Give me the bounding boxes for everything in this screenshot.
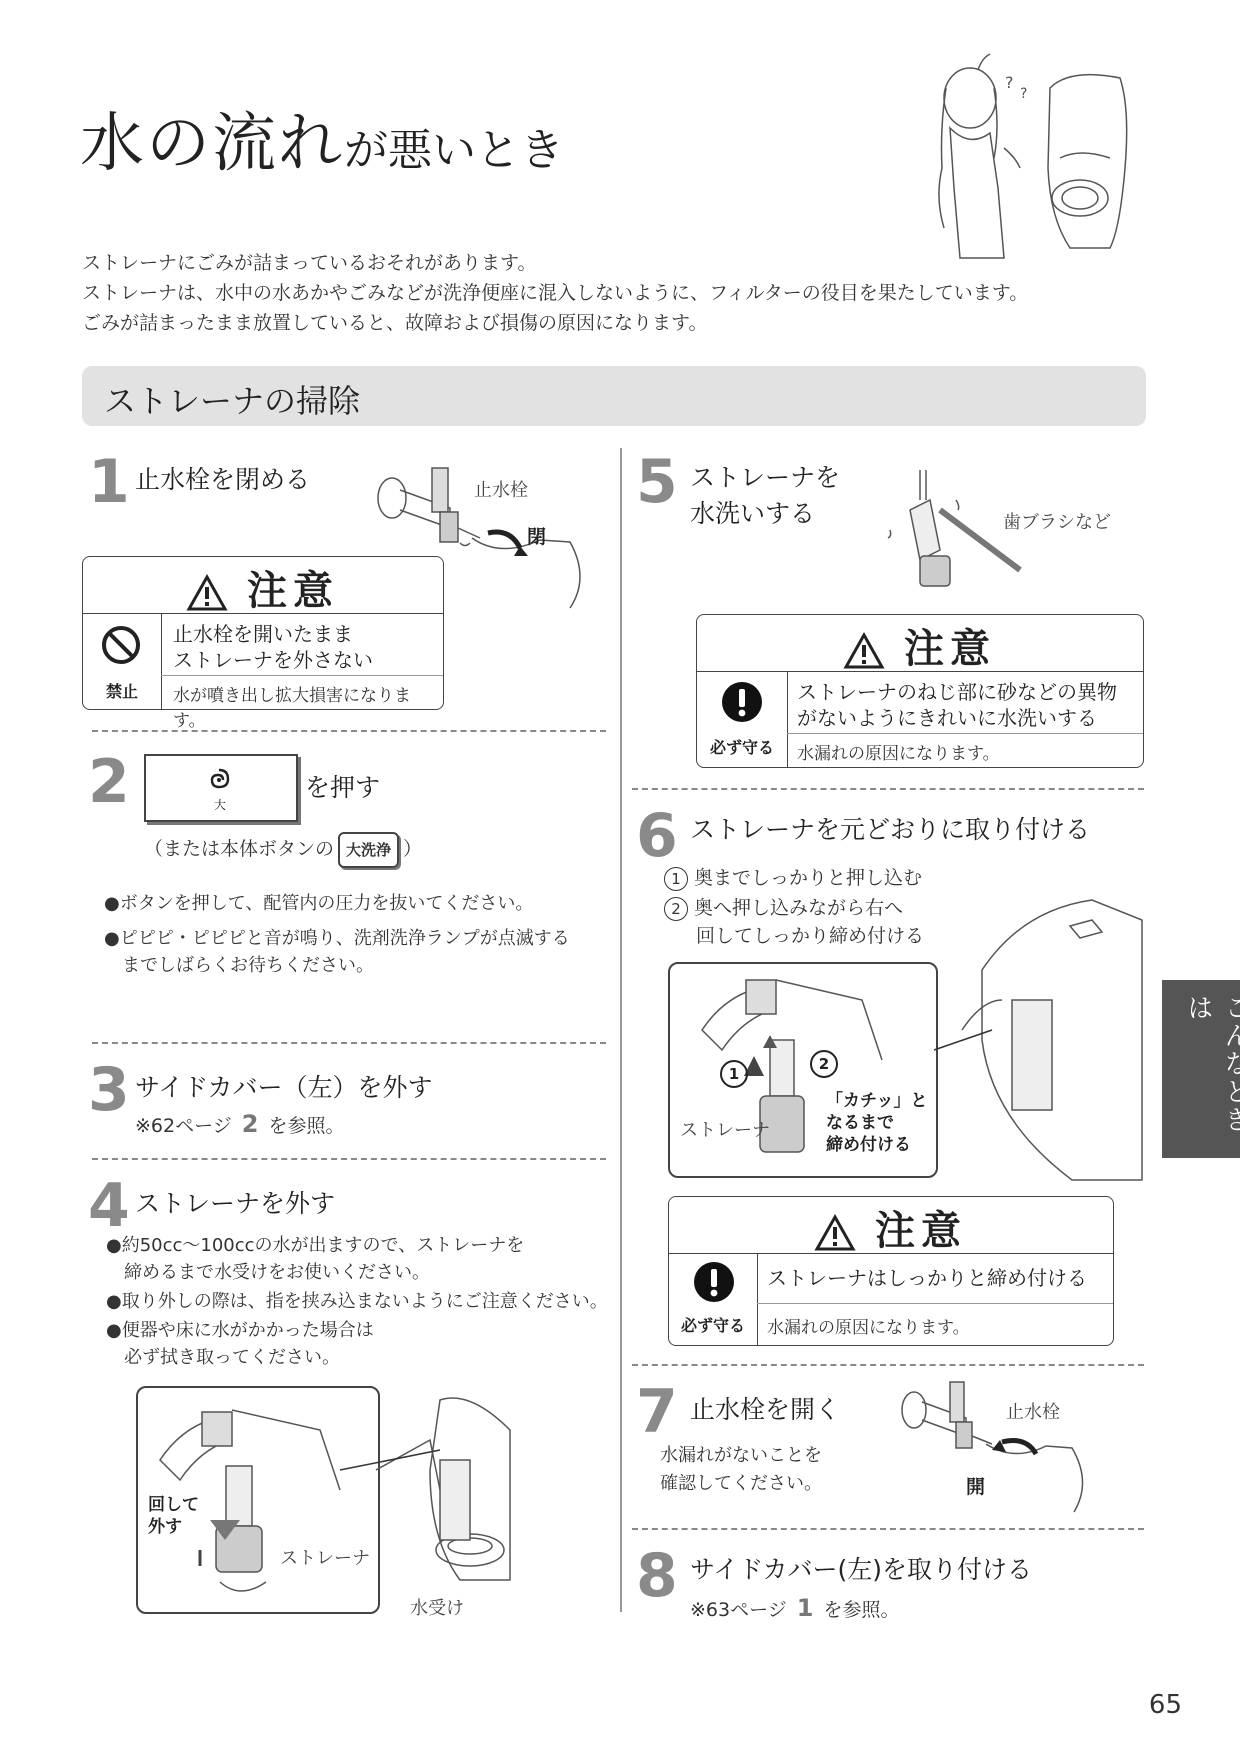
sub-step-number: 2 <box>664 897 688 921</box>
caution-sub-text: 水が噴き出し拡大損害になります。 <box>173 686 411 731</box>
caution-title: 注意 <box>903 626 996 672</box>
step-number: 5 <box>636 447 678 517</box>
button-sub-label: 大 <box>214 798 227 812</box>
caution-header <box>669 1199 1113 1253</box>
caution-main-line: ストレーナのねじ部に砂などの異物 <box>797 680 1117 704</box>
warning-triangle-icon <box>187 575 227 611</box>
page-reference <box>690 1594 900 1624</box>
step-title: 止水栓を開く <box>690 1395 841 1424</box>
woman-toilet-illustration <box>920 48 1150 270</box>
step-separator <box>632 1528 1144 1530</box>
note-line: 確認してください。 <box>660 1473 822 1494</box>
step-title: を押す <box>305 773 381 802</box>
strainer-removal-illustration <box>140 1390 570 1620</box>
svg-text:?: ? <box>1020 86 1028 102</box>
intro-line: ごみが詰まったまま放置していると、故障および損傷の原因になります。 <box>82 312 708 334</box>
click-label-line: 締め付ける <box>826 1135 911 1155</box>
page-title-small: が悪いとき <box>344 125 564 176</box>
note-text: （または本体ボタンの <box>144 838 335 860</box>
turn-remove-label <box>148 1494 199 1538</box>
intro-text <box>82 248 1028 338</box>
caution-header <box>697 617 1143 671</box>
warning-triangle-icon <box>815 1215 855 1251</box>
exclamation-icon <box>721 681 763 723</box>
side-tab-label: こんなときは <box>1183 994 1250 1134</box>
caution-main-line: ストレーナを外さない <box>173 648 373 672</box>
caution-sub-text: 水漏れの原因になります。 <box>797 744 1000 764</box>
step-note <box>144 832 422 868</box>
bullet-item-cont: 必ず拭き取ってください。 <box>124 1347 340 1368</box>
step-number: 3 <box>88 1055 130 1125</box>
bullet-list <box>104 890 570 979</box>
step-title: ストレーナを元どおりに取り付ける <box>690 815 1091 844</box>
step-title: サイドカバー（左）を外す <box>135 1073 433 1102</box>
valve-open-illustration <box>896 1382 1112 1522</box>
caution-title: 注意 <box>246 568 339 614</box>
caution-main-text: ストレーナはしっかりと締め付ける <box>767 1266 1087 1290</box>
exclamation-icon <box>693 1261 735 1303</box>
caution-main-line: 止水栓を開いたまま <box>173 622 353 646</box>
strainer-label: ストレーナ <box>680 1120 770 1141</box>
sub-step-number: 1 <box>664 867 688 891</box>
svg-text:?: ? <box>1005 73 1014 92</box>
caution-box-prohibit <box>82 556 444 731</box>
step-title-line: ストレーナを <box>690 463 841 492</box>
flush-large-button[interactable] <box>144 754 298 822</box>
caution-box-must-follow <box>668 1196 1114 1346</box>
sub-step-text-cont: 回してしっかり締め付ける <box>696 925 925 947</box>
valve-label: 止水栓 <box>474 480 528 501</box>
step-number: 4 <box>88 1171 130 1241</box>
ref-text: ※63ページ <box>690 1599 787 1621</box>
sub-step-text: 奥までしっかりと押し込む <box>694 867 923 889</box>
step-title: 止水栓を閉める <box>135 465 311 494</box>
bullet-item: ●便器や床に水がかかった場合は <box>106 1320 374 1341</box>
page-title-large: 水の流れ <box>80 107 344 181</box>
section-title: ストレーナの掃除 <box>104 382 361 420</box>
mark-step-2: 2 <box>810 1050 838 1078</box>
step-number: 1 <box>88 447 130 517</box>
open-label: 開 <box>966 1476 986 1498</box>
step-number: 6 <box>636 801 678 871</box>
sub-step-text: 奥へ押し込みながら右へ <box>694 897 904 919</box>
click-tighten-label <box>826 1090 928 1156</box>
step-number: 8 <box>636 1541 678 1611</box>
must-follow-label: 必ず守る <box>680 1316 745 1335</box>
ref-text-end: を参照。 <box>268 1115 345 1137</box>
bullet-item: ●ボタンを押して、配管内の圧力を抜いてください。 <box>104 893 534 914</box>
note-end: ） <box>403 838 423 860</box>
ref-step-number: 2 <box>241 1110 259 1138</box>
ref-text: ※62ページ <box>135 1115 232 1137</box>
step-separator <box>632 1364 1144 1366</box>
page-number: 65 <box>1148 1690 1182 1720</box>
column-divider <box>620 448 622 1612</box>
step-separator <box>92 1042 606 1044</box>
warning-triangle-icon <box>844 633 884 669</box>
caution-main-line: がないようにきれいに水洗いする <box>797 706 1097 730</box>
turn-label: 回して <box>148 1495 199 1515</box>
must-follow-label: 必ず守る <box>709 738 774 757</box>
ref-text-end: を参照。 <box>823 1599 900 1621</box>
caution-main-text <box>797 679 1117 731</box>
body-flush-button[interactable]: 大洗浄 <box>338 832 399 868</box>
bullet-list <box>106 1232 608 1371</box>
caution-box-must-follow <box>696 614 1144 768</box>
bullet-item-cont: までしばらくお待ちください。 <box>122 955 374 976</box>
step-note <box>660 1442 822 1498</box>
step-separator <box>92 1158 606 1160</box>
page-title <box>80 92 564 184</box>
brush-label: 歯ブラシなど <box>1003 512 1111 533</box>
caution-title: 注意 <box>874 1208 967 1254</box>
step-separator <box>632 788 1144 790</box>
step-number: 2 <box>88 747 130 817</box>
click-label-line: 「カチッ」と <box>826 1091 928 1111</box>
click-label-line: なるまで <box>826 1113 894 1133</box>
side-index-tab[interactable] <box>1162 980 1250 1158</box>
note-line: 水漏れがないことを <box>660 1445 822 1466</box>
swirl-icon <box>206 766 232 792</box>
intro-line: ストレーナにごみが詰まっているおそれがあります。 <box>82 252 537 274</box>
caution-sub-text: 水漏れの原因になります。 <box>767 1318 970 1338</box>
step-title <box>690 460 840 532</box>
prohibit-icon <box>101 625 141 665</box>
intro-line: ストレーナは、水中の水あかやごみなどが洗浄便座に混入しないように、フィルターの役目を果たしています。 <box>82 282 1029 304</box>
wash-strainer-illustration <box>880 470 1030 598</box>
close-label: 閉 <box>527 526 547 548</box>
step-title: ストレーナを外す <box>135 1189 336 1218</box>
page-reference <box>135 1110 345 1140</box>
bullet-item: ●約50cc〜100ccの水が出ますので、ストレーナを <box>106 1235 525 1256</box>
bullet-item: ●取り外しの際は、指を挟み込まないようにご注意ください。 <box>106 1291 608 1312</box>
step-separator <box>92 730 606 732</box>
remove-label: 外す <box>148 1517 182 1537</box>
caution-main-text <box>173 621 373 673</box>
basin-label: 水受け <box>410 1598 464 1619</box>
strainer-label: ストレーナ <box>280 1548 370 1569</box>
step-title: サイドカバー(左)を取り付ける <box>690 1555 1033 1584</box>
step-number: 7 <box>636 1377 678 1447</box>
valve-label: 止水栓 <box>1006 1402 1060 1423</box>
ref-step-number: 1 <box>796 1594 814 1622</box>
bullet-item: ●ピピピ・ピピピと音が鳴り、洗剤洗浄ランプが点滅する <box>104 928 570 949</box>
prohibit-label: 禁止 <box>105 682 138 701</box>
mark-step-1: 1 <box>720 1060 748 1088</box>
bullet-item-cont: 締めるまで水受けをお使いください。 <box>124 1262 430 1283</box>
step-title-line: 水洗いする <box>690 499 816 528</box>
caution-header <box>83 559 443 613</box>
